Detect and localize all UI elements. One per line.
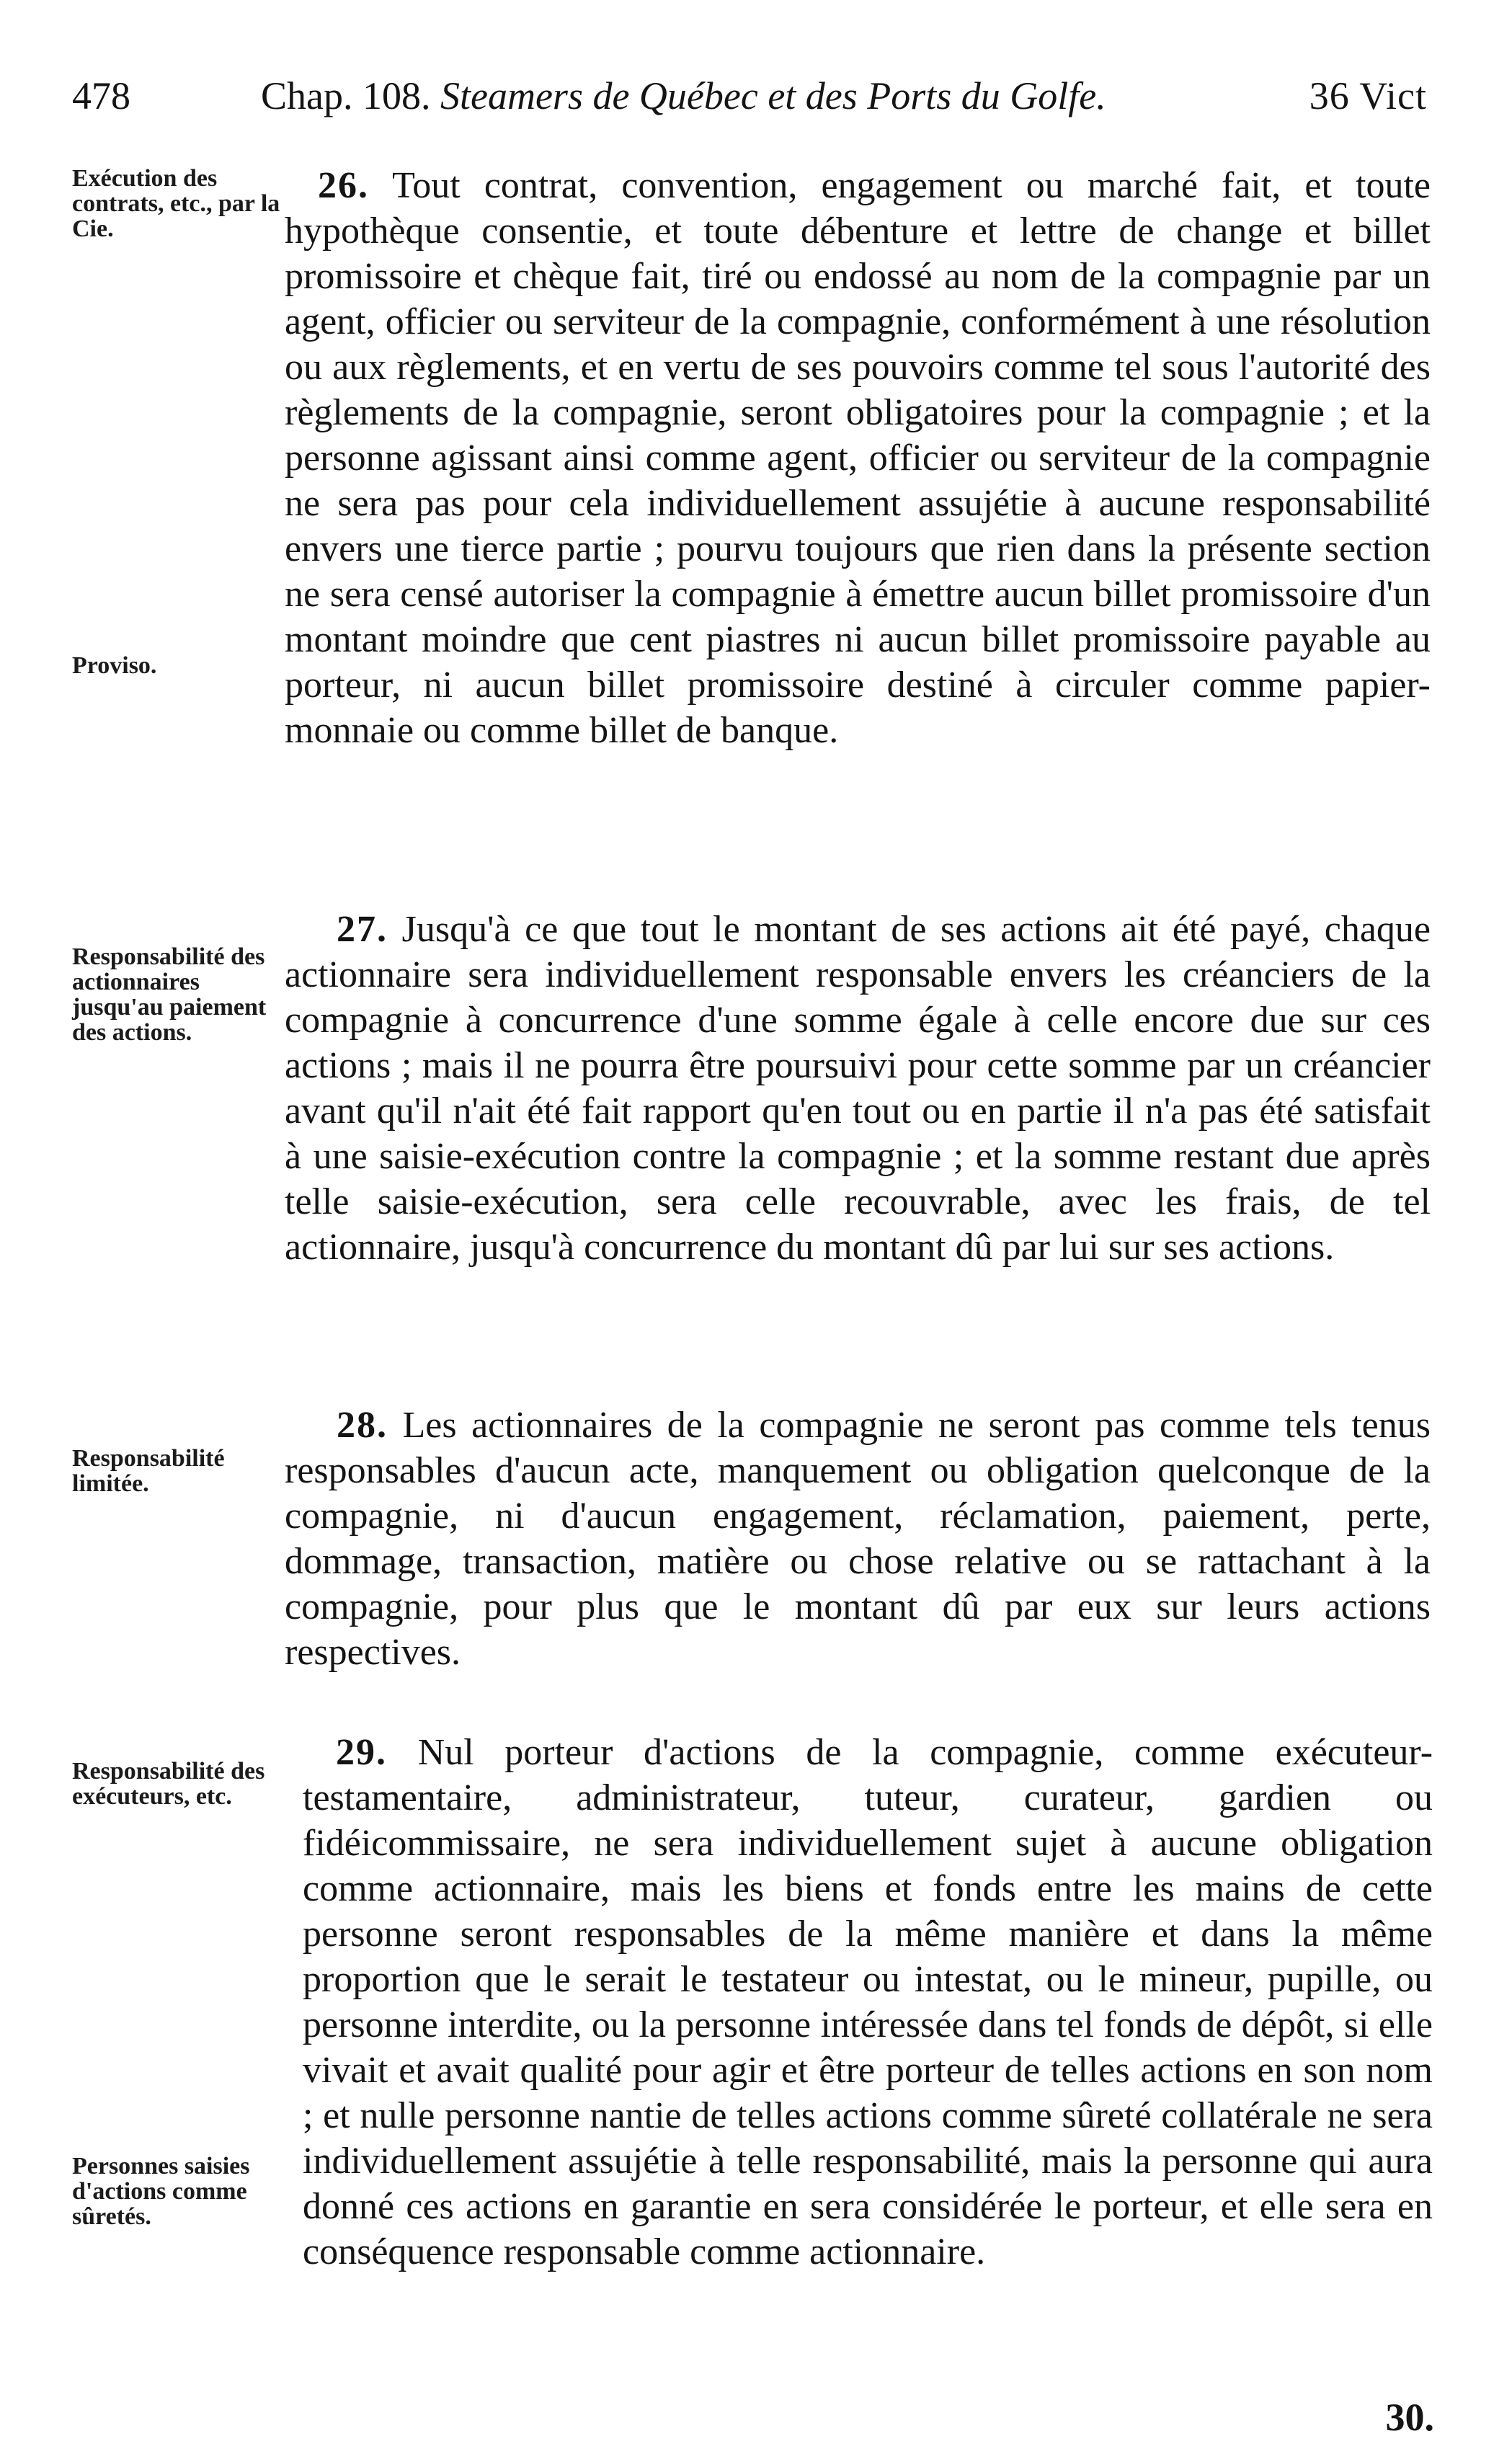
catchword: 30.	[1385, 2396, 1434, 2439]
section-text: Tout contrat, convention, engagement ou marché fait, et toute hypothèque consentie, et toute débenture et lettre de change et billet promissoire et chèque fait, tiré ou endossé au nom de la compagnie par un agent, officier ou serviteur de la compagnie, conformément à une résolution ou aux règlements, et en vertu de ses pouvoirs comme tel sous l'autorité des règlements de la compagnie, seront obligatoires pour la compagnie ; et la personne agissant ainsi comme agent, officier ou serviteur de la compagnie ne sera pas pour cela individuellement assujétie à aucune responsabilité envers une tierce partie ; pourvu toujours que rien dans la présente section ne sera censé autoriser la compagnie à émettre aucun billet promissoire d'un montant moindre que cent piastres ni aucun billet promissoire payable au porteur, ni aucun billet promissoire destiné à circuler comme papier-monnaie ou comme billet de banque.	[285, 165, 1431, 751]
section-number: 29.	[336, 1732, 387, 1773]
section-26	[285, 163, 1431, 753]
margin-note-responsabilite-executeurs: Responsabilité des exécuteurs, etc.	[72, 1758, 265, 1810]
margin-note-personnes-saisies: Personnes saisies d'actions comme sûretés.	[72, 2153, 250, 2230]
act-title: Steamers de Québec et des Ports du Golfe.	[440, 74, 1106, 117]
section-27	[285, 907, 1431, 1270]
page-number: 478	[72, 74, 130, 117]
section-number: 28.	[337, 1405, 388, 1446]
section-text: Jusqu'à ce que tout le montant de ses actions ait été payé, chaque actionnaire sera individuellement responsable envers les créanciers de la compagnie à concurrence d'une somme égale à celle encore due sur ces actions ; mais il ne pourra être poursuivi pour cette somme par un créancier avant qu'il n'ait été fait rapport qu'en tout ou en partie il n'a pas été satisfait à une saisie-exécution contre la compagnie ; et la somme restant due après telle saisie-exécution, sera celle recouvrable, avec les frais, de tel actionnaire, jusqu'à concurrence du montant dû par lui sur ses actions.	[285, 909, 1431, 1268]
margin-note-responsabilite-limitee: Responsabilité limitée.	[72, 1445, 225, 1497]
section-number: 26.	[318, 165, 369, 206]
section-number: 27.	[337, 909, 388, 950]
section-29	[303, 1730, 1433, 2275]
margin-note-responsabilite-actionnaires: Responsabilité des actionnaires jusqu'au paiement des actions.	[72, 943, 267, 1046]
margin-note-execution-contrats: Exécution des contrats, etc., par la Cie.	[72, 165, 280, 242]
section-text: Les actionnaires de la compagnie ne seront pas comme tels tenus responsables d'aucun acte, manquement ou obligation quelconque de la compagnie, ni d'aucun engagement, réclamation, paiement, perte, dommage, transaction, matière ou chose relative ou se rattachant à la compagnie, pour plus que le montant dû par eux sur leurs actions respectives.	[285, 1405, 1431, 1673]
section-text: Nul porteur d'actions de la compagnie, comme exécuteur-testamentaire, administrateur, tuteur, curateur, gardien ou fidéicommissaire, ne sera individuellement sujet à aucune obligation comme actionnaire, mais les biens et fonds entre les mains de cette personne seront responsables de la même manière et dans la même proportion que le serait le testateur ou intestat, ou le mineur, pupille, ou personne interdite, ou la personne intéressée dans tel fonds de dépôt, si elle vivait et avait qualité pour agir et être porteur de telles actions en son nom ; et nulle personne nantie de telles actions comme sûreté collatérale ne sera individuellement assujétie à telle responsabilité, mais la personne qui aura donné ces actions en garantie en sera considérée le porteur, et elle sera en conséquence responsable comme actionnaire.	[303, 1732, 1433, 2272]
margin-note-proviso: Proviso.	[72, 652, 157, 679]
chapter-label: Chap. 108.	[261, 74, 431, 117]
section-28	[285, 1403, 1431, 1675]
regnal-year: 36 Vict	[1309, 74, 1427, 117]
running-title	[261, 71, 1106, 121]
running-head	[72, 71, 1427, 121]
